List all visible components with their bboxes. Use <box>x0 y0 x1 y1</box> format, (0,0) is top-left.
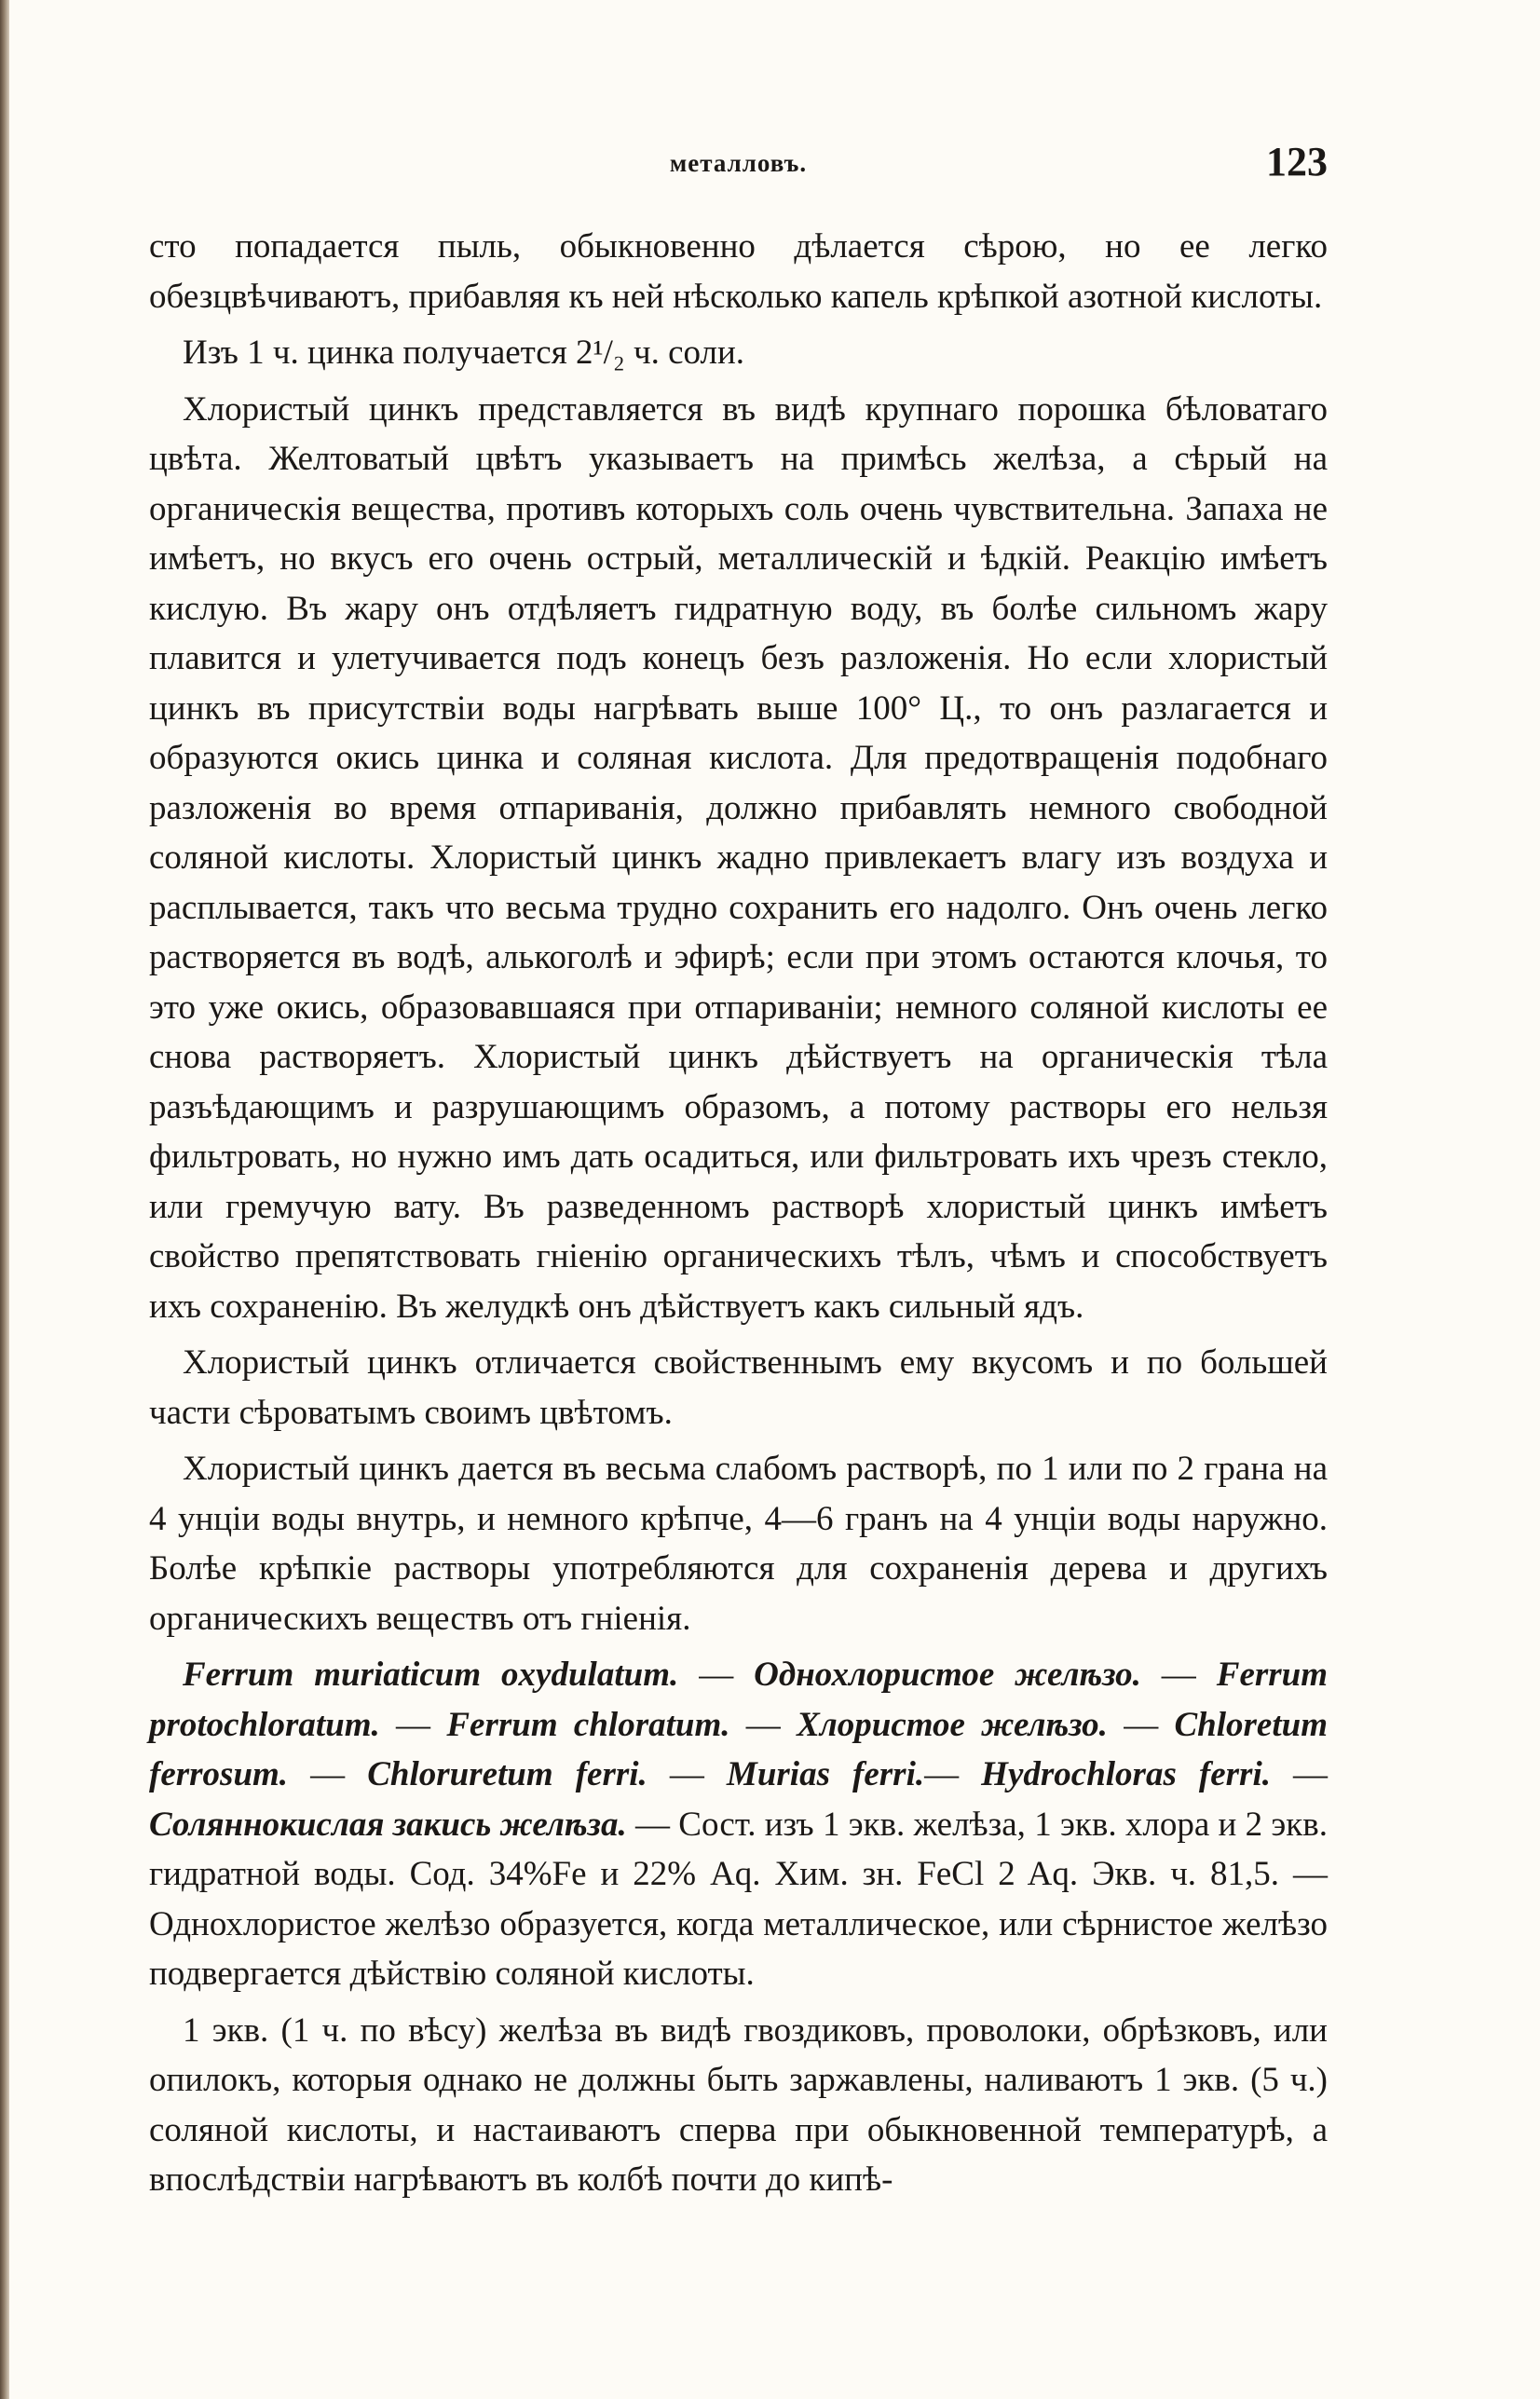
separator: — <box>647 1755 727 1793</box>
separator: — <box>288 1755 368 1793</box>
separator: — <box>729 1705 797 1744</box>
separator: — <box>678 1656 755 1694</box>
separator: — <box>1140 1656 1217 1694</box>
paragraph-yield: Изъ 1 ч. цинка получается 2¹/₂ ч. соли. <box>183 334 745 372</box>
entry-name-7: Chloruretum ferri. <box>367 1755 647 1793</box>
page-number: 123 <box>1266 139 1328 184</box>
page-left-edge <box>0 0 9 2399</box>
paragraph-identification: Хлористый цинкъ отличается свойственнымъ ему вкусомъ и по большей части сѣроватымъ своимъ цвѣтомъ. <box>149 1343 1328 1432</box>
paragraph-continuation: сто попадается пыль, обыкновенно дѣлается сѣрою, но ее легко обезцвѣчиваютъ, прибавляя къ ней нѣсколько капель крѣпкой азотной кислоты. <box>149 227 1328 316</box>
separator: — <box>379 1705 447 1744</box>
paragraph-iron-chloride-entry <box>149 1650 1328 1999</box>
body-text <box>149 222 1328 2212</box>
running-head: металловъ. <box>669 149 808 177</box>
separator: — <box>924 1755 982 1793</box>
entry-name-5: Хлористое желѣзо. <box>797 1705 1108 1744</box>
entry-name-1: Ferrum muriaticum oxydulatum. <box>183 1656 679 1694</box>
paragraph-properties: Хлористый цинкъ представляется въ видѣ крупнаго порошка бѣловатаго цвѣта. Желтоватый цвѣтъ указываетъ на примѣсь желѣза, а сѣрый на органическія вещества, противъ которыхъ соль очень чувствительна. Запаха не имѣетъ, но вкусъ его очень острый, металлическій и ѣдкій. Реакцію имѣетъ кислую. Въ жару онъ отдѣляетъ гидратную воду, въ болѣе сильномъ жару плавится и улетучивается подъ конецъ безъ разложенія. Но если хлористый цинкъ въ присутствіи воды нагрѣвать выше 100° Ц., то онъ разлагается и образуются окись цинка и соляная кислота. Для предотвращенія подобнаго разложенія во время отпариванія, должно прибавлять немного свободной соляной кислоты. Хлористый цинкъ жадно привлекаетъ влагу изъ воздуха и расплывается, такъ что весьма трудно сохранить его надолго. Онъ очень легко растворяется въ водѣ, алькоголѣ и эфирѣ; если при этомъ остаются клочья, то это уже окись, образовавшаяся при отпариваніи; немного соляной кислоты ее снова растворяетъ. Хлористый цинкъ дѣйствуетъ на органическія тѣла разъѣдающимъ и разрушающимъ образомъ, а потому растворы его нельзя фильтровать, но нужно имъ дать осадиться, или фильтровать ихъ чрезъ стекло, или гремучую вату. Въ разведенномъ растворѣ хлористый цинкъ имѣетъ свойство препятствовать гніенію органическихъ тѣлъ, чѣмъ и способствуетъ ихъ сохраненію. Въ желудкѣ онъ дѣйствуетъ какъ сильный ядъ. <box>149 389 1328 1326</box>
entry-name-8: Murias ferri. <box>726 1755 925 1793</box>
entry-name-3: Ferrum protochloratum. <box>149 1656 1329 1744</box>
entry-name-4: Ferrum chloratum. <box>446 1705 730 1744</box>
separator: — <box>1270 1755 1329 1793</box>
paragraph-preparation: 1 экв. (1 ч. по вѣсу) желѣза въ видѣ гвоздиковъ, проволоки, обрѣзковъ, или опилокъ, которыя однако не должны быть заржавлены, наливаютъ 1 экв. (5 ч.) соляной кислоты, и настаиваютъ сперва при обыкновенной температурѣ, а впослѣдствіи нагрѣваютъ въ колбѣ почти до кипѣ- <box>149 2011 1328 2199</box>
entry-name-6: Chloretum ferrosum. <box>149 1705 1328 1793</box>
entry-description: — Сост. изъ 1 экв. желѣза, 1 экв. хлора и 2 экв. гидратной воды. Сод. 34%Fe и 22% Aq. Хим. зн. FeCl 2 Aq. Экв. ч. 81,5. — Однохлористое желѣзо образуется, когда металлическое, или сѣрнистое желѣзо подвергается дѣйствію соляной кислоты. <box>149 1805 1328 1993</box>
entry-name-10: Соляннокислая закись желѣза. <box>149 1805 627 1844</box>
separator: — <box>1107 1705 1175 1744</box>
entry-name-9: Hydrochloras ferri. <box>981 1755 1271 1793</box>
page-header <box>149 138 1328 184</box>
paragraph-dosage: Хлористый цинкъ дается въ весьма слабомъ растворѣ, по 1 или по 2 грана на 4 унціи воды внутрь, и немного крѣпче, 4—6 гранъ на 4 унціи воды наружно. Болѣе крѣпкіе растворы употребляются для сохраненія дерева и другихъ органическихъ веществъ отъ гніенія. <box>149 1450 1328 1638</box>
entry-name-2: Однохлористое желѣзо. <box>754 1656 1141 1694</box>
